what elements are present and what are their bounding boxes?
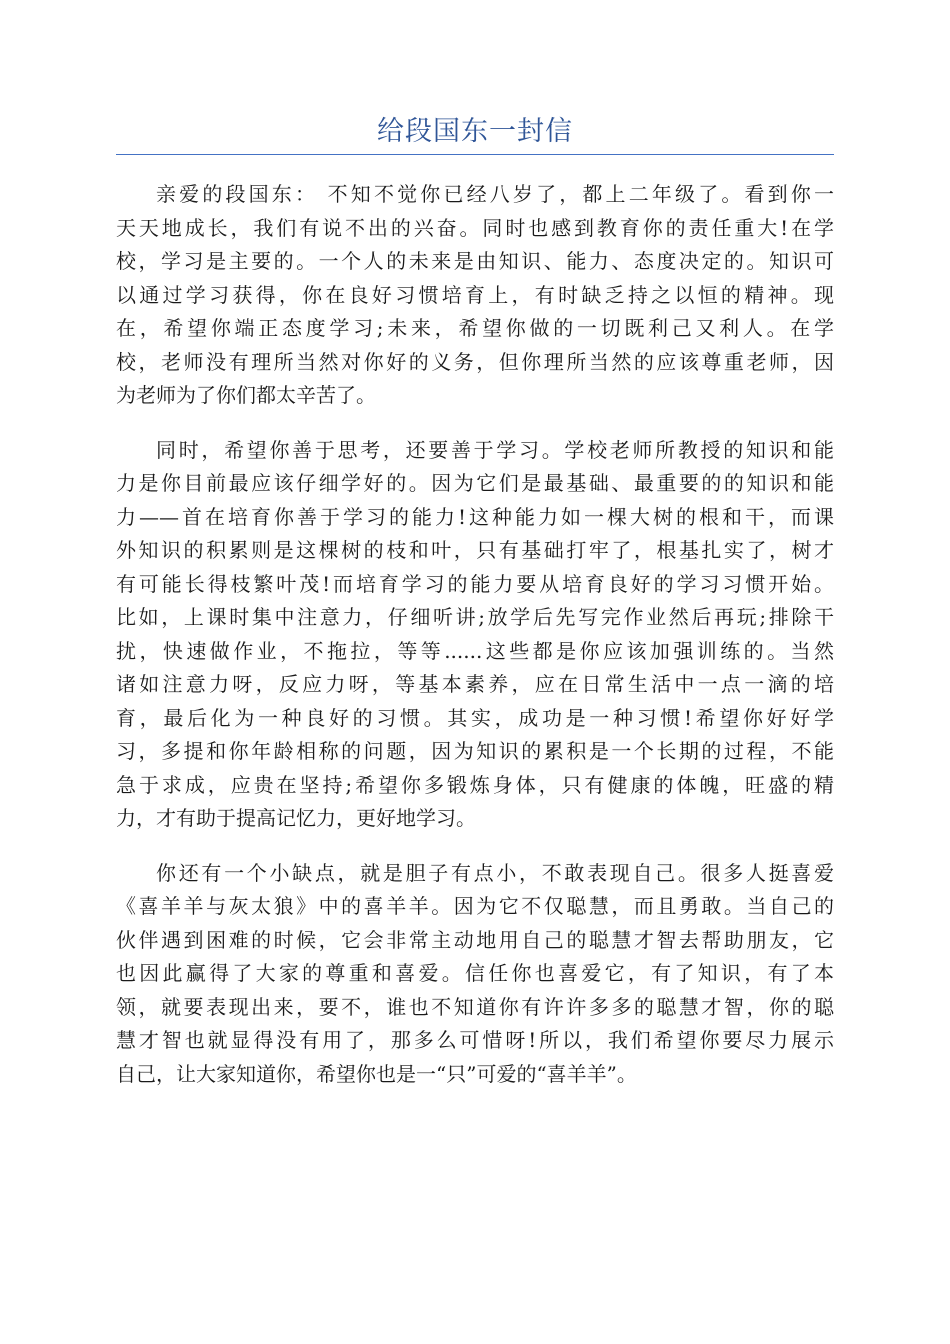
paragraph-2 bbox=[116, 434, 834, 836]
paragraph-line: 力，才有助于提高记忆力，更好地学习。 bbox=[116, 806, 476, 830]
paragraph-line: 校，老师没有理所当然对你好的义务，但你理所当然的应该尊重老师，因 bbox=[116, 349, 834, 374]
paragraph-line: 也因此赢得了大家的尊重和喜爱。信任你也喜爱它，有了知识，有了本 bbox=[116, 961, 834, 985]
paragraph-line: 自己，让大家知道你，希望你也是一“只”可爱的“喜羊羊”。 bbox=[116, 1061, 637, 1086]
paragraph-line: 校，学习是主要的。一个人的未来是由知识、能力、态度决定的。知识可 bbox=[116, 249, 834, 273]
paragraph-line: 育，最后化为一种良好的习惯。其实，成功是一种习惯!希望你好好学 bbox=[116, 705, 834, 730]
document-title: 给段国东一封信 bbox=[377, 116, 573, 147]
paragraph-line: 领，就要表现出来，要不，谁也不知道你有许许多多的聪慧才智，你的聪 bbox=[116, 994, 834, 1019]
paragraph-line: 急于求成，应贵在坚持;希望你多锻炼身体，只有健康的体魄，旺盛的精 bbox=[116, 772, 834, 797]
paragraph-line: 你还有一个小缺点，就是胆子有点小，不敢表现自己。很多人挺喜爱 bbox=[156, 860, 834, 885]
paragraph-line: 在，希望你端正态度学习;未来，希望你做的一切既利己又利人。在学 bbox=[116, 316, 834, 340]
paragraph-line: 慧才智也就显得没有用了，那多么可惜呀!所以，我们希望你要尽力展示 bbox=[116, 1028, 834, 1052]
paragraph-line: 扰，快速做作业，不拖拉，等等......这些都是你应该加强训练的。当然 bbox=[116, 638, 834, 663]
document-body bbox=[116, 178, 834, 1112]
paragraph-line: 外知识的积累则是这棵树的枝和叶，只有基础打牢了，根基扎实了，树才 bbox=[116, 538, 834, 562]
paragraph-line: 《喜羊羊与灰太狼》中的喜羊羊。因为它不仅聪慧，而且勇敢。当自己的 bbox=[116, 894, 834, 918]
paragraph-line: 力——首在培育你善于学习的能力!这种能力如一棵大树的根和干，而课 bbox=[116, 504, 834, 529]
paragraph-3 bbox=[116, 857, 834, 1092]
paragraph-1 bbox=[116, 178, 834, 413]
paragraph-line: 天天地成长，我们有说不出的兴奋。同时也感到教育你的责任重大!在学 bbox=[116, 215, 834, 240]
paragraph-line: 同时，希望你善于思考，还要善于学习。学校老师所教授的知识和能 bbox=[156, 437, 834, 462]
paragraph-line: 为老师为了你们都太辛苦了。 bbox=[116, 383, 376, 407]
title-underline bbox=[116, 154, 834, 155]
paragraph-line: 伙伴遇到困难的时候，它会非常主动地用自己的聪慧才智去帮助朋友，它 bbox=[116, 927, 834, 952]
paragraph-line: 力是你目前最应该仔细学好的。因为它们是最基础、最重要的的知识和能 bbox=[116, 471, 834, 495]
paragraph-line: 比如，上课时集中注意力，仔细听讲;放学后先写完作业然后再玩;排除干 bbox=[116, 605, 834, 629]
paragraph-line: 亲爱的段国东： 不知不觉你已经八岁了，都上二年级了。看到你一 bbox=[156, 182, 834, 206]
paragraph-line: 有可能长得枝繁叶茂!而培育学习的能力要从培育良好的学习习惯开始。 bbox=[116, 571, 834, 596]
paragraph-line: 习，多提和你年龄相称的问题，因为知识的累积是一个长期的过程，不能 bbox=[116, 739, 834, 763]
paragraph-line: 以通过学习获得，你在良好习惯培育上，有时缺乏持之以恒的精神。现 bbox=[116, 282, 834, 307]
paragraph-line: 诸如注意力呀，反应力呀，等基本素养，应在日常生活中一点一滴的培 bbox=[116, 672, 834, 696]
